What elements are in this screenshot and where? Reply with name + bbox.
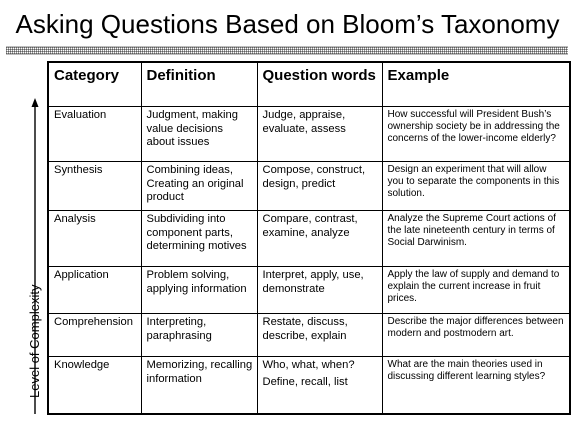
question-words-cell: Restate, discuss, describe, explain (257, 314, 382, 357)
definition-cell: Memorizing, recalling information (141, 357, 257, 415)
example-cell: How successful will President Bush’s ownership society be in addressing the concerns of the lower-income elderly? (382, 107, 570, 162)
category-cell: Analysis (48, 211, 141, 267)
question-words-line: Define, recall, list (262, 375, 348, 388)
header-definition: Definition (141, 62, 257, 107)
table-row (48, 314, 570, 357)
header-example: Example (382, 62, 570, 107)
question-words-cell: Compose, construct, design, predict (257, 162, 382, 211)
definition-cell: Interpreting, paraphrasing (141, 314, 257, 357)
question-words-cell: Interpret, apply, use, demonstrate (257, 267, 382, 314)
definition-cell: Subdividing into component parts, determining motives (141, 211, 257, 267)
axis-label: Level of Complexity (27, 284, 42, 398)
definition-cell: Judgment, making value decisions about issues (141, 107, 257, 162)
bloom-taxonomy-table (47, 61, 571, 415)
example-cell: Design an experiment that will allow you to separate the components in this solution. (382, 162, 570, 211)
page-title: Asking Questions Based on Bloom’s Taxonomy (15, 9, 560, 39)
question-words-line: Who, what, when? (262, 359, 355, 371)
header-category: Category (48, 62, 141, 107)
example-cell: Analyze the Supreme Court actions of the late nineteenth century in terms of Social Darwinism. (382, 211, 570, 267)
table-row (48, 267, 570, 314)
table-row (48, 211, 570, 267)
category-cell: Comprehension (48, 314, 141, 357)
table-row (48, 107, 570, 162)
category-cell: Evaluation (48, 107, 141, 162)
question-words-cell (257, 357, 382, 415)
definition-cell: Problem solving, applying information (141, 267, 257, 314)
category-cell: Knowledge (48, 357, 141, 415)
table-row (48, 357, 570, 415)
definition-cell: Combining ideas, Creating an original product (141, 162, 257, 211)
title-divider (6, 46, 568, 55)
category-cell: Application (48, 267, 141, 314)
example-cell: Apply the law of supply and demand to explain the current increase in fruit prices. (382, 267, 570, 314)
example-cell: Describe the major differences between modern and postmodern art. (382, 314, 570, 357)
header-question-words: Question words (257, 62, 382, 107)
table-header-row (48, 62, 570, 107)
category-cell: Synthesis (48, 162, 141, 211)
question-words-cell: Compare, contrast, examine, analyze (257, 211, 382, 267)
example-cell: What are the main theories used in discussing different learning styles? (382, 357, 570, 415)
question-words-cell: Judge, appraise, evaluate, assess (257, 107, 382, 162)
table-row (48, 162, 570, 211)
